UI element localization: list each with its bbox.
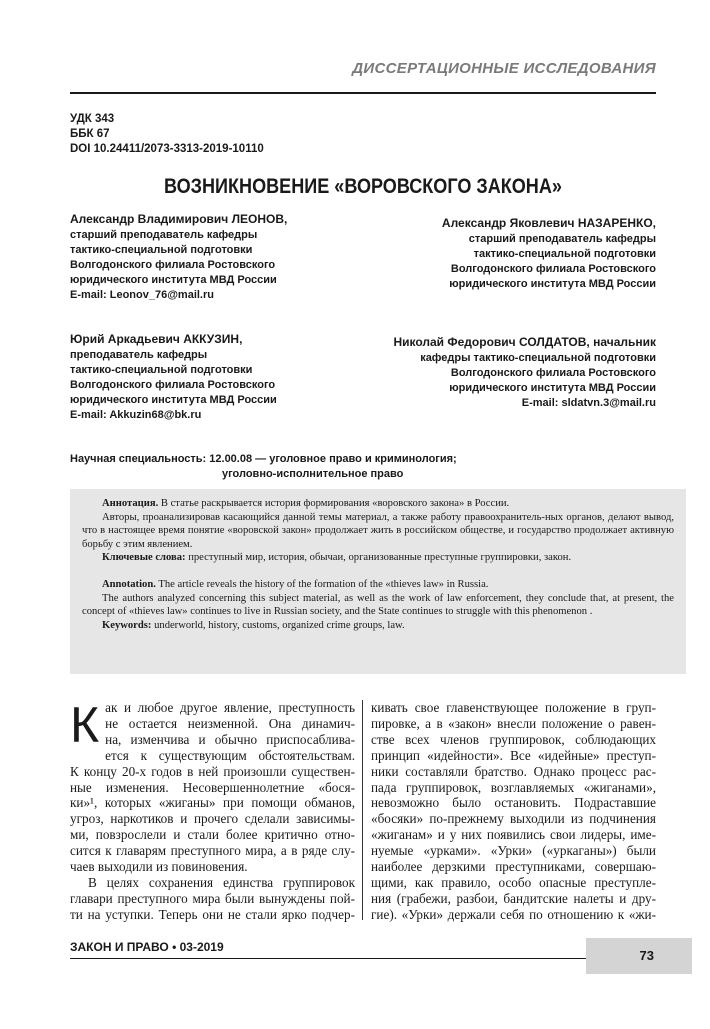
section-title: ДИССЕРТАЦИОННЫЕ ИССЛЕДОВАНИЯ bbox=[352, 60, 656, 77]
author-line: тактико-специальной подготовки bbox=[70, 244, 253, 256]
abstract-en-label: Annotation. bbox=[102, 578, 156, 590]
body-line: ники составляли братство. Однако процесс рас- bbox=[371, 763, 656, 779]
page-number: 73 bbox=[639, 948, 654, 963]
body-line: ния (грабежи, разбои, бандитские налеты и дру- bbox=[371, 890, 656, 906]
author-line: юридического института МВД России bbox=[449, 278, 656, 290]
author-line: тактико-специальной подготовки bbox=[70, 364, 253, 376]
body-line: ки»¹, которых «жиганы» при помощи обманов, bbox=[70, 795, 355, 811]
speciality-line: уголовно-исполнительное право bbox=[222, 468, 404, 480]
body-line: гие). «Урки» держали себя по отношению к «жи- bbox=[371, 906, 656, 922]
doi: DOI 10.24411/2073-3313-2019-10110 bbox=[70, 143, 264, 155]
author-line: преподаватель кафедры bbox=[70, 349, 208, 361]
author-leonov bbox=[70, 210, 287, 303]
body-line: ми, повзрослели и стали более критично отно- bbox=[70, 827, 355, 843]
body-line: пада группировок, возглавляемых «жиганами», bbox=[371, 779, 656, 795]
keywords-en-label: Keywords: bbox=[102, 619, 152, 631]
article-meta bbox=[70, 112, 264, 157]
body-line: «жиганам» и у них появились свои лидеры, име- bbox=[371, 827, 656, 843]
body-line: ные изменения. Несовершеннолетние «бося- bbox=[70, 779, 355, 795]
abstract-en bbox=[82, 578, 674, 592]
author-line: Волгодонского филиала Ростовского bbox=[70, 259, 276, 271]
author-name: Николай Федорович СОЛДАТОВ, начальник bbox=[393, 335, 656, 349]
body-line: на, изменчива и обычно приспосаблива- bbox=[105, 731, 355, 747]
author-line: тактико-специальной подготовки bbox=[473, 248, 656, 260]
abstract-en-body: The authors analyzed concerning this subject material, as well as the work of law enforcement, they conclude that, at present, the concept of «thieves law» continues to live in Russian society, and the State continues to struggle with this phenomenon . bbox=[82, 592, 674, 618]
body-line: сится к главарям преступного мира, а в ряде слу- bbox=[70, 843, 355, 859]
author-line: Волгодонского филиала Ростовского bbox=[450, 263, 656, 275]
author-name: Александр Владимирович ЛЕОНОВ, bbox=[70, 212, 288, 226]
scientific-speciality bbox=[70, 452, 457, 482]
body-line: чаев выходили из повиновения. bbox=[70, 859, 248, 875]
drop-cap: К bbox=[70, 697, 100, 753]
author-nazarenko bbox=[442, 214, 656, 292]
author-line: юридического института МВД России bbox=[70, 394, 277, 406]
bbk: ББК 67 bbox=[70, 128, 110, 140]
body-line: наиболее дерзкими преступниками, совершаю- bbox=[371, 859, 656, 875]
header-rule bbox=[70, 92, 656, 94]
author-line: Волгодонского филиала Ростовского bbox=[70, 379, 276, 391]
journal-footer: ЗАКОН И ПРАВО • 03-2019 bbox=[70, 940, 224, 954]
body-line: принцип «идейности». Все «идейные» преступ- bbox=[371, 747, 656, 763]
body-column-left bbox=[70, 697, 355, 923]
article-title: ВОЗНИКНОВЕНИЕ «ВОРОВСКОГО ЗАКОНА» bbox=[164, 175, 562, 198]
body-line: невозможно было остановить. Подраставшие bbox=[371, 795, 656, 811]
body-line: кивать свое главенствующее положение в груп- bbox=[371, 700, 656, 715]
author-line: юридического института МВД России bbox=[449, 382, 656, 394]
speciality-line: Научная специальность: 12.00.08 — уголовное право и криминология; bbox=[70, 453, 457, 465]
author-soldatov bbox=[393, 333, 656, 411]
footer-rule bbox=[70, 958, 600, 959]
author-line: старший преподаватель кафедры bbox=[468, 233, 656, 245]
udk: УДК 343 bbox=[70, 113, 115, 125]
body-line: угроз, наркотиков и прочего сделали зависимы- bbox=[70, 811, 355, 827]
abstract-ru-text: В статье раскрывается история формирования «воровского закона» в России. bbox=[160, 498, 510, 509]
body-line: «босяки» по-прежнему выходили из подчинения bbox=[371, 811, 656, 827]
author-name: Александр Яковлевич НАЗАРЕНКО, bbox=[441, 216, 656, 230]
author-email: E-mail: sldatvn.3@mail.ru bbox=[521, 397, 656, 409]
abstract-box bbox=[70, 489, 686, 674]
body-line: ти на уступки. Теперь они не стали ярко подчер- bbox=[70, 906, 355, 922]
author-line: Волгодонского филиала Ростовского bbox=[450, 367, 656, 379]
abstract-ru bbox=[82, 497, 674, 511]
body-line: главари преступного мира были вынуждены пой- bbox=[70, 890, 355, 906]
author-email: E-mail: Akkuzin68@bk.ru bbox=[70, 409, 202, 421]
author-name: Юрий Аркадьевич АККУЗИН, bbox=[70, 332, 243, 346]
body-line: ак и любое другое явление, преступность bbox=[105, 700, 355, 715]
body-line: ется к существующим обстоятельствам. bbox=[105, 747, 355, 763]
body-line: пировке, а в «закон» внесли положение о равен- bbox=[371, 715, 656, 731]
keywords-ru-text: преступный мир, история, обычаи, организованные преступные группировки, закон. bbox=[188, 552, 572, 564]
body-line: В целях сохранения единства группировок bbox=[88, 874, 355, 890]
keywords-ru bbox=[82, 551, 674, 565]
body-line: не остается неизменной. Она динамич- bbox=[105, 715, 355, 731]
column-divider bbox=[362, 700, 363, 920]
abstract-ru-body: Авторы, проанализировав касающийся данной темы материал, а также работу правоохранитель-ных органов, делают вывод, что в настоящее время понятие «воровской закон» продолжает жить в российском обществе, и государство продолжает активную борьбу с этим явлением. bbox=[82, 511, 674, 550]
author-email: E-mail: Leonov_76@mail.ru bbox=[70, 289, 214, 301]
abstract-ru-label: Аннотация. bbox=[102, 498, 159, 509]
author-line: кафедры тактико-специальной подготовки bbox=[420, 352, 656, 364]
keywords-en-text: underworld, history, customs, organized crime groups, law. bbox=[154, 619, 405, 631]
body-line: нуемые «урками». «Урки» («уркаганы») были bbox=[371, 843, 656, 859]
body-line: стве всех членов группировок, соблюдающих bbox=[371, 731, 656, 747]
body-column-right bbox=[371, 700, 656, 923]
keywords-en bbox=[82, 619, 674, 633]
body-line: щими, как правило, особо опасные преступле- bbox=[371, 874, 656, 890]
author-akkuzin bbox=[70, 330, 277, 423]
keywords-ru-label: Ключевые слова: bbox=[102, 552, 186, 564]
author-line: юридического института МВД России bbox=[70, 274, 277, 286]
author-line: старший преподаватель кафедры bbox=[70, 229, 258, 241]
abstract-en-text: The article reveals the history of the formation of the «thieves law» in Russia. bbox=[158, 578, 489, 590]
body-line: К концу 20-х годов в ней произошли существен- bbox=[70, 763, 355, 779]
